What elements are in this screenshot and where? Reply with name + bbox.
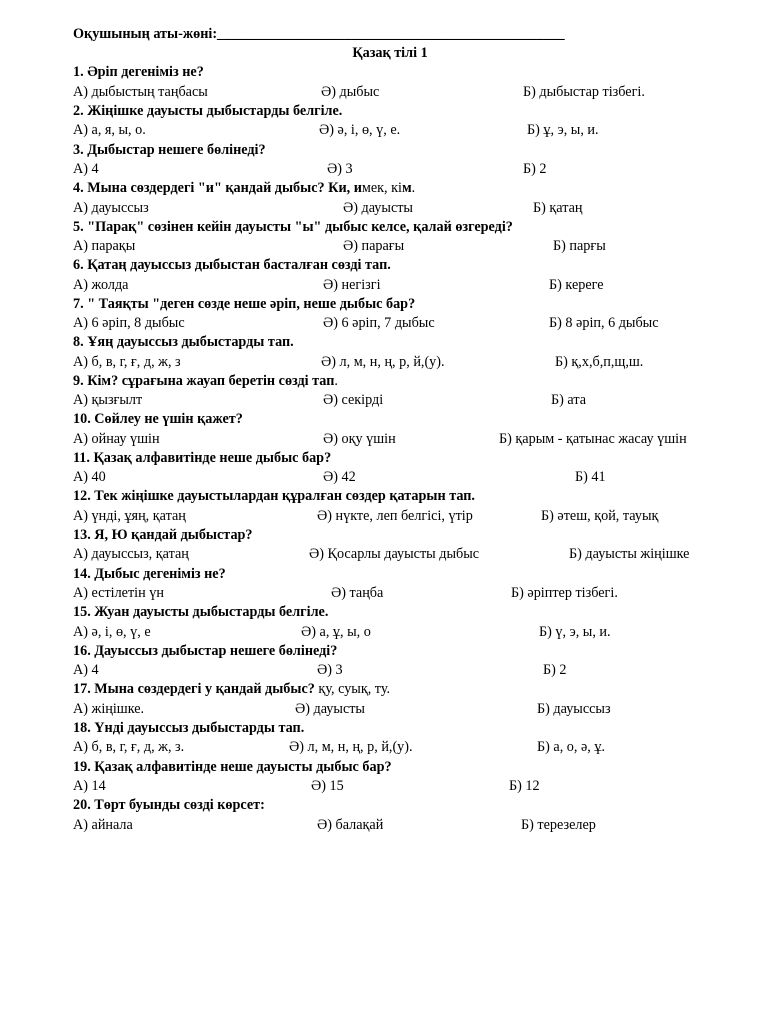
answer-7-a: А) 6 әріп, 8 дыбыс: [73, 315, 185, 331]
answer-16-b: Ә) 3: [317, 662, 343, 678]
answer-16-c: Б) 2: [543, 662, 567, 678]
question-16: 16. Дауыссыз дыбыстар нешеге бөлінеді?: [73, 643, 338, 659]
answer-10-c: Б) қарым - қатынас жасау үшін: [499, 431, 687, 447]
answer-3-b: Ә) 3: [327, 161, 353, 177]
answer-5-c: Б) парғы: [553, 238, 606, 254]
answer-11-b: Ә) 42: [323, 469, 356, 485]
answer-1-b: Ә) дыбыс: [321, 84, 380, 100]
question-4: 4. Мына сөздердегі "и" қандай дыбыс? Ки, имек, кім.: [73, 180, 416, 196]
question-10: 10. Сөйлеу не үшін қажет?: [73, 411, 243, 427]
answer-19-a: А) 14: [73, 778, 106, 794]
answer-18-a: А) б, в, г, ғ, д, ж, з.: [73, 739, 185, 755]
answer-19-b: Ә) 15: [311, 778, 344, 794]
answer-20-c: Б) терезелер: [521, 817, 596, 833]
answer-5-b: Ә) парағы: [343, 238, 405, 254]
answer-6-a: А) жолда: [73, 277, 129, 293]
question-2: 2. Жіңішке дауысты дыбыстарды белгіле.: [73, 103, 343, 119]
answer-1-c: Б) дыбыстар тізбегі.: [523, 84, 645, 100]
answer-10-a: А) ойнау үшін: [73, 431, 160, 447]
answer-8-a: А) б, в, г, ғ, д, ж, з: [73, 354, 181, 370]
question-8: 8. Ұяң дауыссыз дыбыстарды тап.: [73, 334, 294, 350]
answer-2-c: Б) ұ, э, ы, и.: [527, 122, 599, 138]
answer-9-b: Ә) секірді: [323, 392, 384, 408]
question-1: 1. Әріп дегеніміз не?: [73, 64, 204, 80]
page-title: Қазақ тілі 1: [352, 45, 428, 61]
answer-15-a: А) ә, і, ө, ү, е: [73, 624, 151, 640]
answer-5-a: А) парақы: [73, 238, 136, 254]
answer-12-b: Ә) нүкте, леп белгісі, үтір: [317, 508, 473, 524]
answer-17-c: Б) дауыссыз: [537, 701, 611, 717]
question-9: 9. Кім? сұрағына жауап беретін сөзді тап.: [73, 373, 338, 389]
answer-18-c: Б) а, о, ә, ұ.: [537, 739, 606, 755]
answer-19-c: Б) 12: [509, 778, 540, 794]
answer-17-b: Ә) дауысты: [295, 701, 365, 717]
question-6: 6. Қатаң дауыссыз дыбыстан басталған сөзді тап.: [73, 257, 391, 273]
question-13: 13. Я, Ю қандай дыбыстар?: [73, 527, 253, 543]
question-15: 15. Жуан дауысты дыбыстарды белгіле.: [73, 604, 329, 620]
question-19: 19. Қазақ алфавитінде неше дауысты дыбыс бар?: [73, 759, 392, 775]
question-20: 20. Төрт буынды сөзді көрсет:: [73, 797, 265, 813]
answer-8-c: Б) қ,х,б,п,щ,ш.: [555, 354, 644, 370]
answer-4-c: Б) қатаң: [533, 200, 583, 216]
answer-13-b: Ә) Қосарлы дауысты дыбыс: [309, 546, 480, 562]
answer-3-c: Б) 2: [523, 161, 547, 177]
question-3: 3. Дыбыстар нешеге бөлінеді?: [73, 142, 266, 158]
answer-9-c: Б) ата: [551, 392, 587, 408]
answer-9-a: А) қызғылт: [73, 392, 143, 408]
question-17: 17. Мына сөздердегі у қандай дыбыс? қу, суық, ту.: [73, 681, 391, 697]
answer-14-c: Б) әріптер тізбегі.: [511, 585, 618, 601]
answer-15-b: Ә) а, ұ, ы, о: [301, 624, 371, 640]
question-14: 14. Дыбыс дегеніміз не?: [73, 566, 226, 582]
answer-2-a: А) а, я, ы, о.: [73, 122, 146, 138]
answer-10-b: Ә) оқу үшін: [323, 431, 396, 447]
answer-16-a: А) 4: [73, 662, 99, 678]
answer-7-c: Б) 8 әріп, 6 дыбыс: [549, 315, 659, 331]
answer-20-a: А) айнала: [73, 817, 133, 833]
answer-15-c: Б) ү, э, ы, и.: [539, 624, 611, 640]
answer-18-b: Ә) л, м, н, ң, р, й,(у).: [289, 739, 413, 755]
answer-4-b: Ә) дауысты: [343, 200, 413, 216]
answer-12-c: Б) әтеш, қой, тауық: [541, 508, 659, 524]
answer-11-c: Б) 41: [575, 469, 606, 485]
answer-6-b: Ә) негізгі: [323, 277, 381, 293]
answer-1-a: А) дыбыстың таңбасы: [73, 84, 208, 100]
answer-11-a: А) 40: [73, 469, 106, 485]
question-7: 7. " Таяқты "деген сөзде неше әріп, неше дыбыс бар?: [73, 296, 416, 312]
answer-13-c: Б) дауысты жіңішке: [569, 546, 690, 562]
answer-2-b: Ә) ә, і, ө, ү, е.: [319, 122, 401, 138]
question-18: 18. Үнді дауыссыз дыбыстарды тап.: [73, 720, 305, 736]
answer-20-b: Ә) балақай: [317, 817, 384, 833]
question-11: 11. Қазақ алфавитінде неше дыбыс бар?: [73, 450, 332, 466]
answer-6-c: Б) кереге: [549, 277, 604, 293]
answer-12-a: А) үнді, ұяң, қатаң: [73, 508, 186, 524]
answer-13-a: А) дауыссыз, қатаң: [73, 546, 189, 562]
answer-14-b: Ә) таңба: [331, 585, 384, 601]
answer-4-a: А) дауыссыз: [73, 200, 149, 216]
student-name-line: Оқушының аты-жөні:_________________________________________________: [73, 26, 565, 42]
answer-8-b: Ә) л, м, н, ң, р, й,(у).: [321, 354, 445, 370]
question-5: 5. "Парақ" сөзінен кейін дауысты "ы" дыбыс келсе, қалай өзгереді?: [73, 219, 513, 235]
answer-14-a: А) естілетін үн: [73, 585, 164, 601]
question-12: 12. Тек жіңішке дауыстылардан құралған сөздер қатарын тап.: [73, 488, 475, 504]
answer-3-a: А) 4: [73, 161, 99, 177]
answer-7-b: Ә) 6 әріп, 7 дыбыс: [323, 315, 435, 331]
answer-17-a: А) жіңішке.: [73, 701, 145, 717]
